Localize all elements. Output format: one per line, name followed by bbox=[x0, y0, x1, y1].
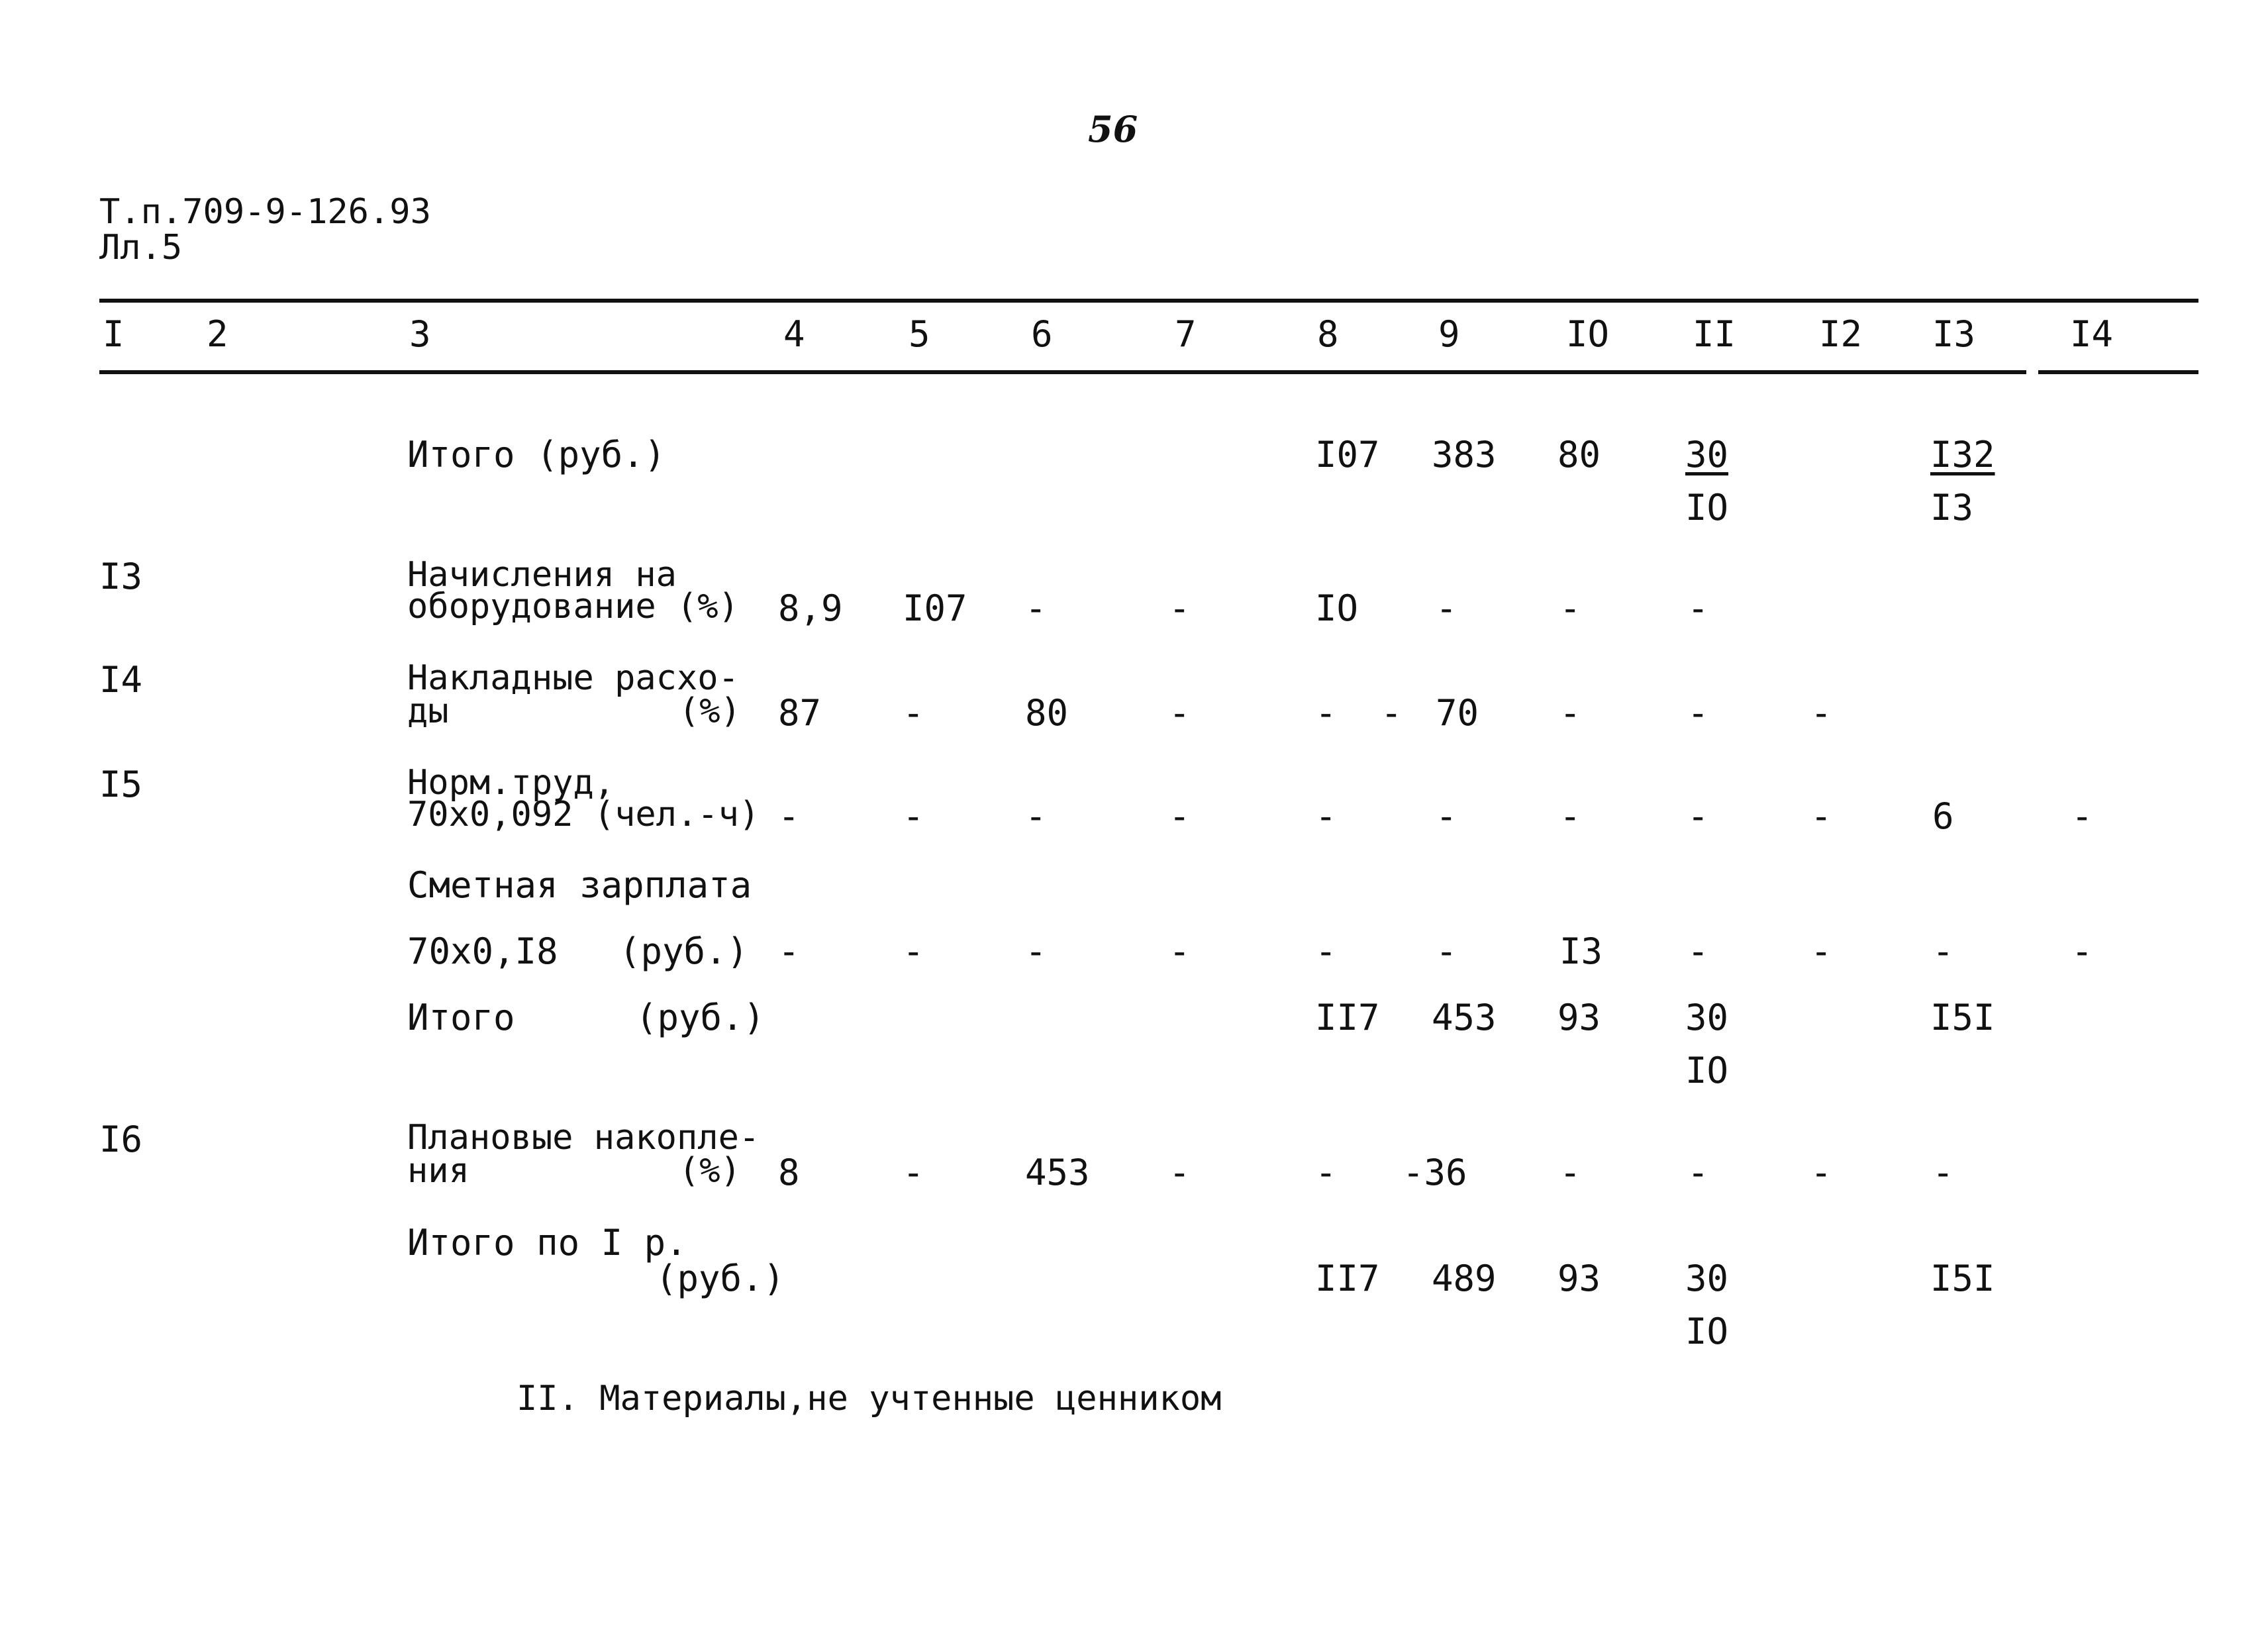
cell-c10: - bbox=[1559, 692, 1581, 734]
col-header-9: 9 bbox=[1438, 313, 1460, 355]
cell-c13: 6 bbox=[1932, 795, 1954, 837]
row-label-line2: 70х0,092 (чел.-ч) bbox=[407, 795, 760, 834]
cell-c5: - bbox=[903, 692, 924, 734]
cell-c13-top: I32 bbox=[1930, 434, 1995, 475]
row-label-line2: оборудование (%) bbox=[407, 587, 739, 626]
row-label-line2: ния bbox=[407, 1151, 469, 1191]
cell-c9: 383 bbox=[1432, 434, 1497, 475]
cell-c11-bottom: IO bbox=[1685, 487, 1729, 528]
row-number: I6 bbox=[99, 1119, 143, 1160]
col-header-2: 2 bbox=[207, 313, 228, 355]
col-header-10: IO bbox=[1566, 313, 1610, 355]
col-header-6: 6 bbox=[1031, 313, 1053, 355]
cell-c10: - bbox=[1559, 795, 1581, 837]
cell-c14: - bbox=[2071, 795, 2093, 837]
col-header-13: I3 bbox=[1932, 313, 1976, 355]
cell-c11-top: 30 bbox=[1685, 434, 1729, 475]
cell-c6: - bbox=[1025, 795, 1047, 837]
cell-c12: - bbox=[1810, 930, 1832, 972]
col-header-4: 4 bbox=[783, 313, 805, 355]
cell-c6: - bbox=[1025, 930, 1047, 972]
row-number: I3 bbox=[99, 556, 143, 597]
col-header-8: 8 bbox=[1317, 313, 1339, 355]
cell-c10: I3 bbox=[1559, 930, 1603, 972]
cell-c7: - bbox=[1169, 930, 1191, 972]
cell-c12: - bbox=[1810, 1152, 1832, 1193]
cell-c13: - bbox=[1932, 930, 1954, 972]
sheet-number: Лл.5 bbox=[99, 228, 183, 268]
row-label-line1: Норм.труд, bbox=[407, 763, 615, 803]
cell-c6: 80 bbox=[1025, 692, 1069, 734]
cell-c5: - bbox=[903, 930, 924, 972]
cell-c6: - bbox=[1025, 587, 1047, 629]
row-label-unit: (руб.) bbox=[619, 930, 749, 972]
section-heading: II. Материалы,не учтенные ценником bbox=[517, 1379, 1222, 1419]
cell-c4: 87 bbox=[778, 692, 822, 734]
cell-c9: -36 bbox=[1403, 1152, 1467, 1193]
col-header-1: I bbox=[103, 313, 124, 355]
cell-c14: - bbox=[2071, 930, 2093, 972]
row-label: Итого (руб.) bbox=[407, 434, 666, 475]
col-header-5: 5 bbox=[909, 313, 930, 355]
header-bottom-rule-right bbox=[2038, 370, 2198, 374]
cell-c9: - bbox=[1436, 930, 1457, 972]
cell-c4: 8 bbox=[778, 1152, 800, 1193]
col-header-3: 3 bbox=[409, 313, 431, 355]
row-label-formula: 70х0,I8 bbox=[407, 930, 558, 972]
cell-c10: 93 bbox=[1557, 1258, 1601, 1299]
cell-c11: - bbox=[1687, 930, 1709, 972]
cell-c4: - bbox=[778, 795, 800, 837]
row-label-line1: Сметная зарплата bbox=[407, 864, 752, 906]
cell-c11: - bbox=[1687, 1152, 1709, 1193]
cell-c11-top: 30 bbox=[1685, 997, 1729, 1038]
cell-c4: - bbox=[778, 930, 800, 972]
cell-c10: 80 bbox=[1557, 434, 1601, 475]
cell-c8: - bbox=[1315, 692, 1337, 734]
cell-c13: I5I bbox=[1930, 1258, 1995, 1299]
cell-c7: - bbox=[1169, 587, 1191, 629]
cell-c6: 453 bbox=[1025, 1152, 1090, 1193]
cell-c11-top: 30 bbox=[1685, 1258, 1729, 1299]
cell-c9: - bbox=[1436, 587, 1457, 629]
row-label-unit: (%) bbox=[679, 691, 741, 731]
col-header-11: II bbox=[1693, 313, 1736, 355]
cell-c7: - bbox=[1169, 795, 1191, 837]
cell-c11-bottom: IO bbox=[1685, 1050, 1729, 1091]
page-number: 56 bbox=[1088, 108, 1138, 150]
row-label-unit: (руб.) bbox=[656, 1258, 785, 1299]
cell-c13: - bbox=[1932, 1152, 1954, 1193]
cell-c4: 8,9 bbox=[778, 587, 843, 629]
row-label: Итого bbox=[407, 997, 515, 1038]
cell-c11-bottom: IO bbox=[1685, 1311, 1729, 1352]
cell-c10: 93 bbox=[1557, 997, 1601, 1038]
row-label-line2: ды bbox=[407, 691, 449, 731]
cell-c8: - bbox=[1315, 795, 1337, 837]
row-label-line1: Итого по I р. bbox=[407, 1222, 687, 1264]
col-header-7: 7 bbox=[1175, 313, 1197, 355]
row-number: I4 bbox=[99, 659, 143, 701]
cell-c12: - bbox=[1810, 795, 1832, 837]
cell-c9: - bbox=[1436, 795, 1457, 837]
cell-c9: 489 bbox=[1432, 1258, 1497, 1299]
doc-reference: Т.п.709-9-126.93 bbox=[99, 192, 431, 232]
cell-c7: - bbox=[1169, 692, 1191, 734]
cell-c8: II7 bbox=[1315, 997, 1380, 1038]
cell-c7: - bbox=[1169, 1152, 1191, 1193]
cell-c10: - bbox=[1559, 587, 1581, 629]
cell-c5: I07 bbox=[903, 587, 967, 629]
cell-c8: - bbox=[1315, 1152, 1337, 1193]
cell-c9: 70 bbox=[1436, 692, 1479, 734]
cell-c11: - bbox=[1687, 587, 1709, 629]
header-top-rule bbox=[99, 299, 2198, 303]
cell-c8b: - bbox=[1381, 692, 1403, 734]
cell-c11: - bbox=[1687, 795, 1709, 837]
row-label-line1: Плановые накопле- bbox=[407, 1118, 760, 1158]
cell-c8: I07 bbox=[1315, 434, 1380, 475]
header-bottom-rule-left bbox=[99, 370, 2026, 374]
cell-c8: - bbox=[1315, 930, 1337, 972]
row-label-unit: (%) bbox=[679, 1151, 741, 1191]
cell-c12: - bbox=[1810, 692, 1832, 734]
cell-c5: - bbox=[903, 1152, 924, 1193]
row-label-line1: Начисления на bbox=[407, 555, 677, 595]
cell-c13: I5I bbox=[1930, 997, 1995, 1038]
row-number: I5 bbox=[99, 764, 143, 805]
col-header-12: I2 bbox=[1819, 313, 1863, 355]
row-label-line1: Накладные расхо- bbox=[407, 658, 739, 698]
cell-c8: II7 bbox=[1315, 1258, 1380, 1299]
cell-c11: - bbox=[1687, 692, 1709, 734]
row-label-unit: (руб.) bbox=[636, 997, 765, 1038]
cell-c13-bottom: I3 bbox=[1930, 487, 1974, 528]
cell-c5: - bbox=[903, 795, 924, 837]
cell-c8: IO bbox=[1315, 587, 1359, 629]
cell-c9: 453 bbox=[1432, 997, 1497, 1038]
col-header-14: I4 bbox=[2070, 313, 2114, 355]
cell-c10: - bbox=[1559, 1152, 1581, 1193]
